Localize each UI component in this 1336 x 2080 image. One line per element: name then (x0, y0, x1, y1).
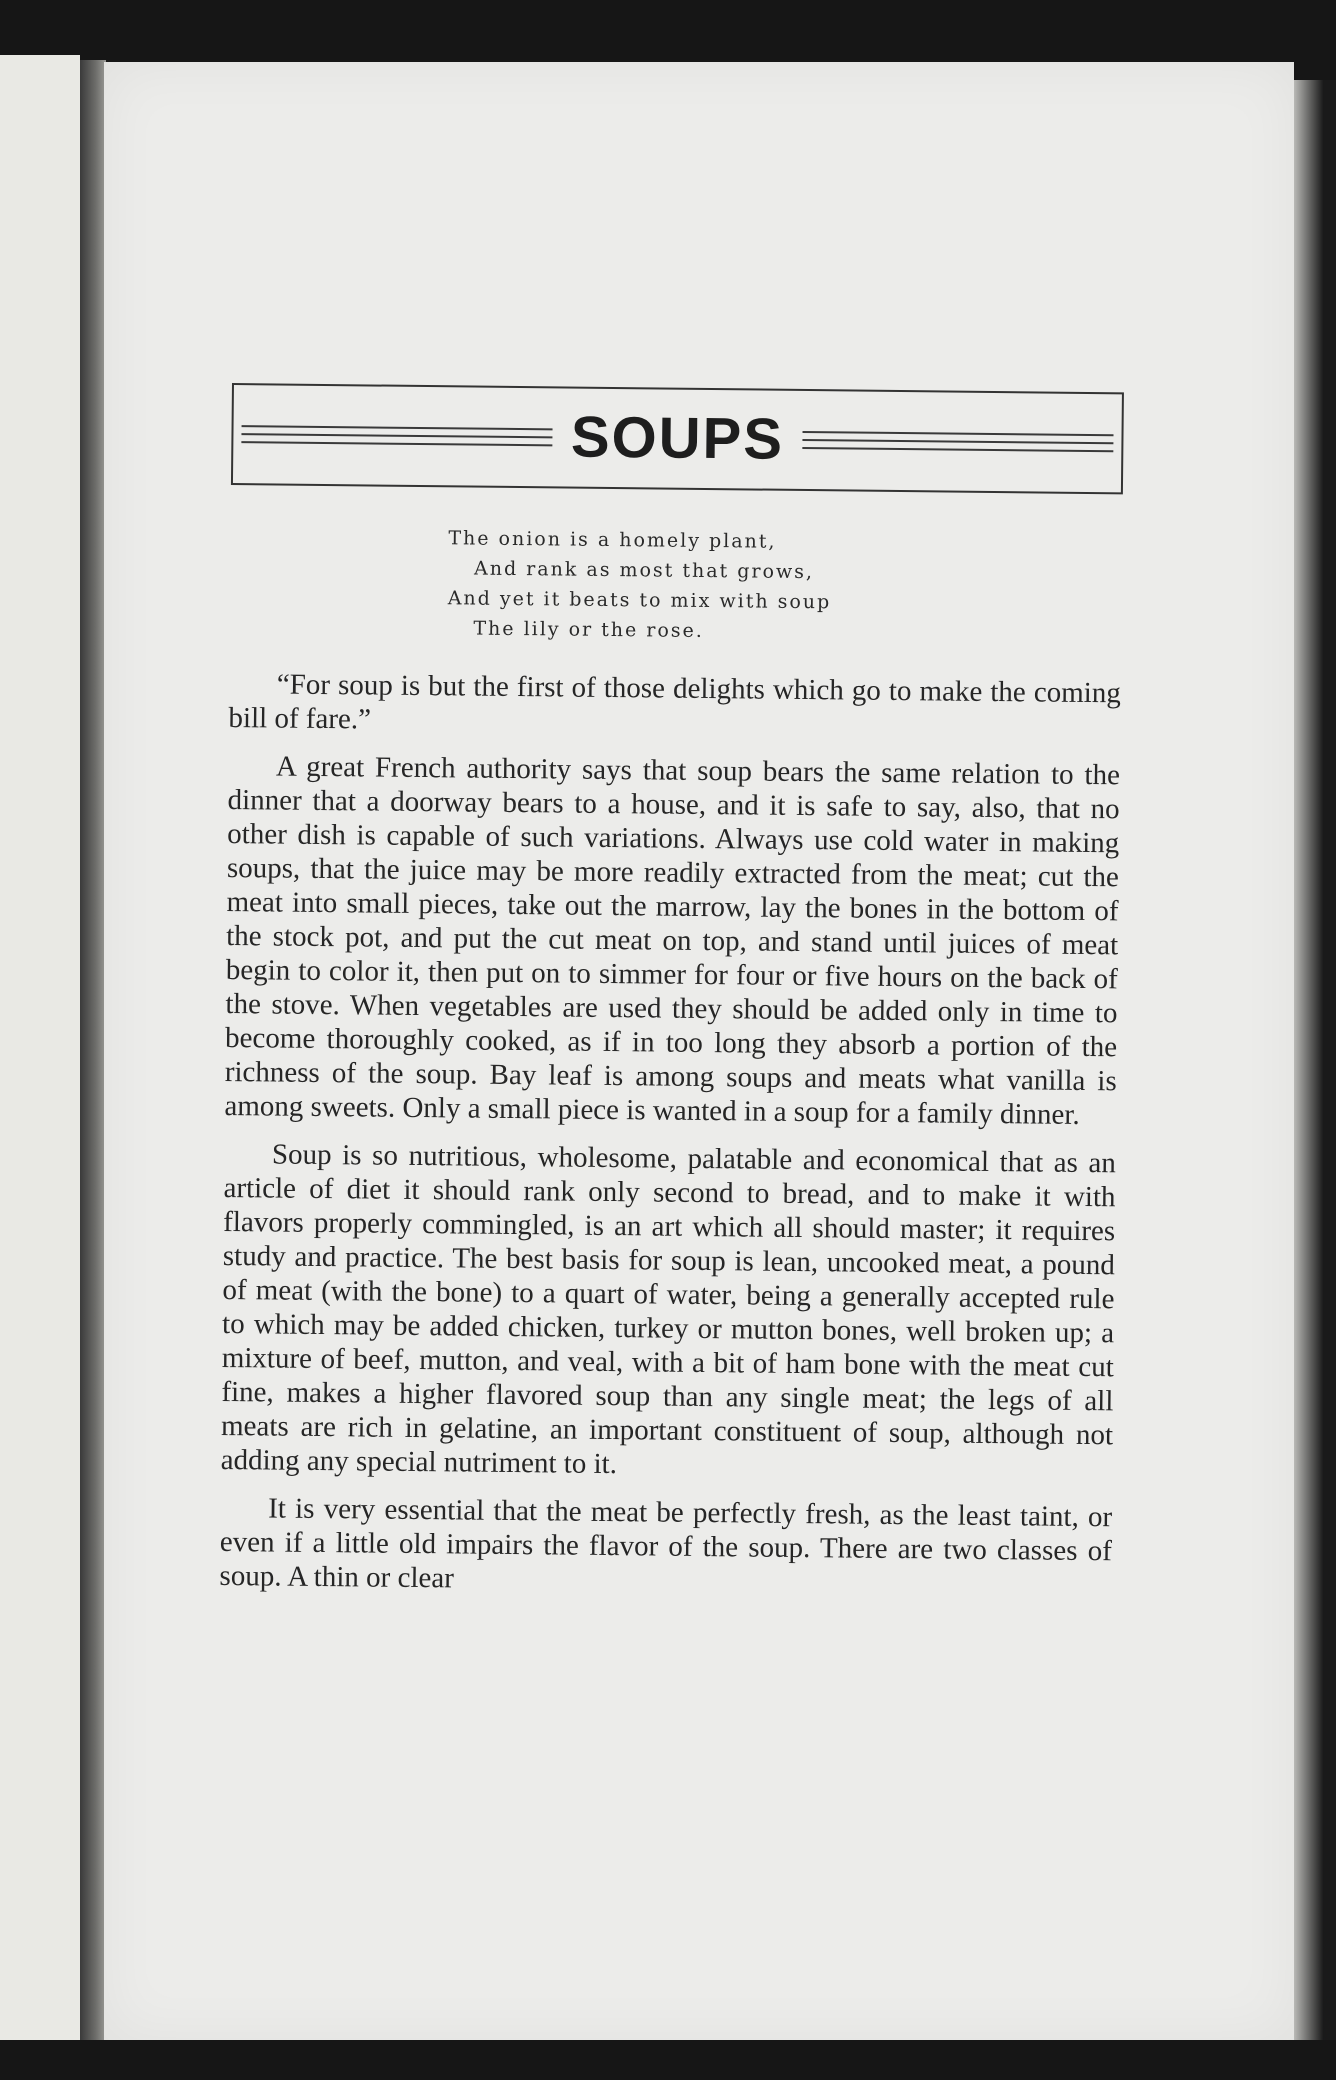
paragraph: A great French authority says that soup bears the same relation to the dinner that a doorway bears to a house, and it is safe to say, also, that no other dish is capable of such variations. Always use cold water in making soups, that the juice may be more readily extracted from the meat; cut the meat into small pieces, take out the marrow, lay the bones in the bottom of the stock pot, and put the cut meat on top, and stand until juices of meat begin to color it, then put on to simmer for four or five hours on the back of the stove. When vegetables are used they should be added only in time to become thoroughly cooked, as if in too long they absorb a portion of the richness of the soup. Bay leaf is among soups and meats what vanilla is among sweets. Only a small piece is wanted in a soup for a family dinner. (224, 750, 1121, 1131)
paragraph: Soup is so nutritious, wholesome, palatable and economical that as an article of diet it should rank only second to bread, and to make it with flavors properly commingled, is an art which all should master; it requires study and practice. The best basis for soup is lean, uncooked meat, a pound of meat (with the bone) to a quart of water, being a generally accepted rule to which may be added chicken, turkey or mutton bones, well broken up; a mixture of beef, mutton, and veal, with a bit of ham bone with the meat cut fine, makes a higher flavored soup than any single meat; the legs of all meats are rich in gelatine, an important constituent of soup, although not adding any special nutriment to it. (220, 1138, 1117, 1481)
poem-line: And yet it beats to mix with soup (447, 587, 832, 614)
body-text (219, 667, 1121, 1602)
paragraph: It is very essential that the meat be perfectly fresh, as the least taint, or even if a little old impairs the flavor of the soup. There are two classes of soup. A thin or clear (219, 1492, 1113, 1595)
right-decorative-rules (802, 431, 1114, 452)
right-page-edge (1294, 80, 1336, 2040)
page-title: SOUPS (570, 404, 785, 472)
poem-line: And rank as most that grows, (473, 557, 815, 584)
paragraph: “For soup is but the first of those delights which go to make the coming bill of fare.” (228, 668, 1121, 736)
left-decorative-rules (241, 425, 553, 446)
poem-line: The onion is a homely plant, (448, 527, 777, 553)
title-banner (231, 383, 1124, 494)
book-gutter (80, 60, 106, 2040)
poem-line: The lily or the rose. (473, 617, 705, 642)
epigraph-poem (447, 523, 1122, 650)
left-page-edge (0, 55, 80, 2040)
page-content (219, 383, 1124, 1616)
